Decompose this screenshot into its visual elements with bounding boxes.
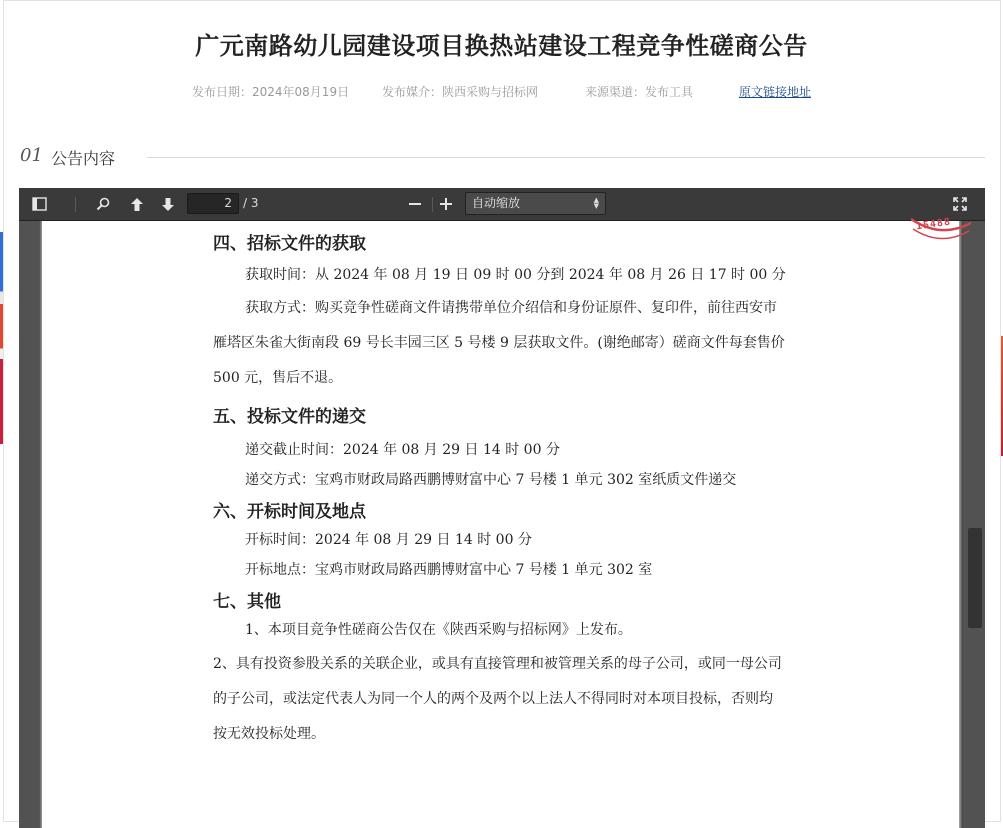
search-icon[interactable] <box>93 188 113 220</box>
other-item-2-line-2: 的子公司，或法定代表人为同一个人的两个及两个以上法人不得同时对本项目投标，否则均 <box>213 691 773 707</box>
zoom-out-icon[interactable] <box>405 188 425 220</box>
pdf-viewer <box>19 188 985 828</box>
left-edge-strip <box>0 232 3 444</box>
other-item-2-line-3: 按无效投标处理。 <box>213 726 325 742</box>
fullscreen-icon[interactable] <box>950 188 970 220</box>
prev-page-icon[interactable] <box>127 188 147 220</box>
other-item-2-line-1: 2、具有投资参股关系的关联企业，或具有直接管理和被管理关系的母子公司，或同一母公司 <box>213 656 782 672</box>
section-divider <box>147 157 985 158</box>
section-number: 01 <box>20 145 43 166</box>
submit-method: 递交方式：宝鸡市财政局路西鹏博财富中心 7 号楼 1 单元 302 室纸质文件递交 <box>245 472 737 488</box>
page-title: 广元南路幼儿园建设项目换热站建设工程竞争性磋商公告 <box>195 32 808 60</box>
zoom-select-value: 自动缩放 <box>472 196 521 210</box>
seal-number: 15488 <box>915 217 952 233</box>
next-page-icon[interactable] <box>158 188 178 220</box>
page-shadow-right <box>959 221 963 828</box>
zoom-select[interactable] <box>465 192 606 215</box>
heading-submit-bids: 五、投标文件的递交 <box>213 407 366 427</box>
opening-place: 开标地点：宝鸡市财政局路西鹏博财富中心 7 号楼 1 单元 302 室 <box>245 562 653 578</box>
obtain-time: 获取时间：从 2024 年 08 月 19 日 09 时 00 分到 2024 年 08 月 26 日 17 时 00 分 <box>245 267 786 283</box>
toolbar-separator <box>75 197 76 212</box>
source-channel: 来源渠道：发布工具 <box>585 85 694 99</box>
pdf-toolbar <box>19 188 985 221</box>
obtain-method-line-2: 雁塔区朱雀大街南段 69 号长丰园三区 5 号楼 9 层获取文件。(谢绝邮寄）磋商文件每套售价 <box>213 335 785 351</box>
section-header <box>20 145 985 169</box>
original-link[interactable]: 原文链接地址 <box>739 85 812 99</box>
publish-date: 发布日期：2024年08月19日 <box>192 85 350 99</box>
page-total-label: / 3 <box>243 196 259 210</box>
opening-time: 开标时间：2024 年 08 月 29 日 14 时 00 分 <box>245 532 532 548</box>
other-item-1: 1、本项目竞争性磋商公告仅在《陕西采购与招标网》上发布。 <box>245 622 632 638</box>
submit-deadline: 递交截止时间：2024 年 08 月 29 日 14 时 00 分 <box>245 442 560 458</box>
official-seal <box>911 217 971 247</box>
zoom-in-icon[interactable] <box>436 188 456 220</box>
obtain-method-line-3: 500 元，售后不退。 <box>213 370 343 386</box>
pdf-page <box>39 217 963 828</box>
publish-media: 发布媒介：陕西采购与招标网 <box>382 85 539 99</box>
sidebar-toggle-icon[interactable] <box>29 188 49 220</box>
viewer-scrollbar[interactable] <box>968 528 982 628</box>
page-shadow-left <box>39 221 42 828</box>
heading-obtain-documents: 四、招标文件的获取 <box>213 234 366 254</box>
heading-other: 七、其他 <box>213 592 281 612</box>
heading-opening: 六、开标时间及地点 <box>213 502 366 522</box>
page-number-input[interactable]: 2 <box>187 193 239 214</box>
section-title: 公告内容 <box>51 149 116 168</box>
obtain-method-line-1: 获取方式：购买竞争性磋商文件请携带单位介绍信和身份证原件、复印件，前往西安市 <box>245 300 777 316</box>
select-arrows-icon: ▲ ▼ <box>593 196 599 210</box>
toolbar-separator <box>432 197 433 212</box>
